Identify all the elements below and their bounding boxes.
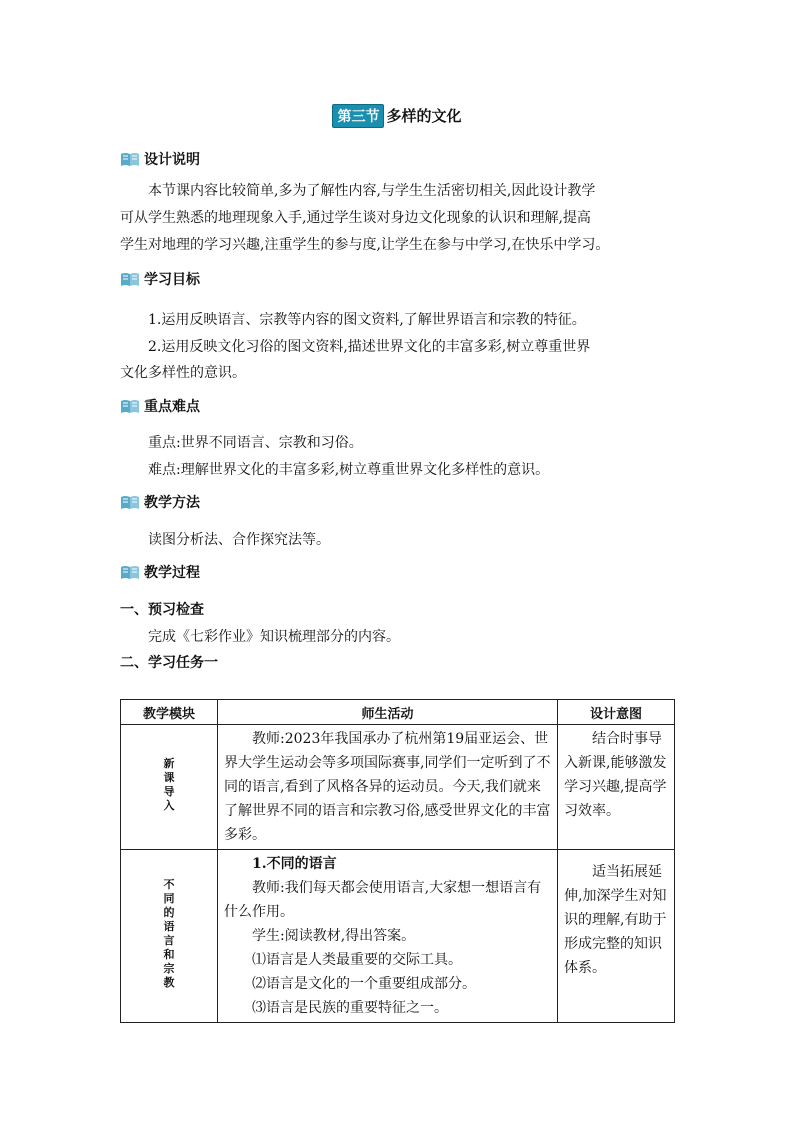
difficulty: 难点:理解世界文化的丰富多彩,树立尊重世界文化多样性的意识。 <box>148 462 550 478</box>
module-cell: 新课导入 <box>121 725 218 850</box>
title-text: 多样的文化 <box>386 107 462 125</box>
section-heading-text: 教学方法 <box>144 495 200 511</box>
section-heading-text: 重点难点 <box>144 399 200 415</box>
module-cell: 不同的语言和宗教 <box>121 850 218 1023</box>
lesson-table <box>120 699 675 1023</box>
table-header: 设计意图 <box>558 700 675 725</box>
table-header: 教学模块 <box>121 700 218 725</box>
section-heading-method <box>120 491 200 513</box>
goal-item-2-line-1: 2.运用反映文化习俗的图文资料,描述世界文化的丰富多彩,树立尊重世界 <box>148 339 591 355</box>
book-icon <box>120 564 140 580</box>
table-row <box>121 725 675 850</box>
key-point: 重点:世界不同语言、宗教和习俗。 <box>148 435 363 451</box>
book-icon <box>120 151 140 167</box>
activity-cell: 1.不同的语言 教师:我们每天都会使用语言,大家想一想语言有什么作用。 学生:阅读教材,得出答案。 ⑴语言是人类最重要的交际工具。 ⑵语言是文化的一个重要组成部分。 ⑶语言是民族的重要特征之一。 <box>218 850 558 1023</box>
section-heading-text: 学习目标 <box>144 272 200 288</box>
section-heading-key <box>120 395 200 417</box>
design-line-1: 本节课内容比较简单,多为了解性内容,与学生生活密切相关,因此设计教学 <box>148 183 596 199</box>
preview-text: 完成《七彩作业》知识梳理部分的内容。 <box>148 629 400 645</box>
design-line-3: 学生对地理的学习兴趣,注重学生的参与度,让学生在参与中学习,在快乐中学习。 <box>120 237 610 253</box>
section-badge: 第三节 <box>332 104 384 128</box>
table-row <box>121 850 675 1023</box>
design-line-2: 可从学生熟悉的地理现象入手,通过学生谈对身边文化现象的认识和理解,提高 <box>120 210 591 226</box>
method-text: 读图分析法、合作探究法等。 <box>148 532 330 548</box>
book-icon <box>120 271 140 287</box>
table-header-row <box>121 700 675 725</box>
section-heading-design <box>120 148 200 170</box>
activity-cell: 教师:2023年我国承办了杭州第19届亚运会、世界大学生运动会等多项国际赛事,同学们一定听到了不同的语言,看到了风格各异的运动员。今天,我们就来了解世界不同的语言和宗教习俗,感受世界文化的丰富多彩。 <box>218 725 558 850</box>
page-title <box>0 104 794 128</box>
section-heading-goals <box>120 268 200 290</box>
goal-item-2-line-2: 文化多样性的意识。 <box>120 365 246 381</box>
goal-item-1: 1.运用反映语言、宗教等内容的图文资料,了解世界语言和宗教的特征。 <box>148 312 586 328</box>
book-icon <box>120 494 140 510</box>
section-heading-text: 设计说明 <box>144 152 200 168</box>
book-icon <box>120 398 140 414</box>
section-heading-text: 教学过程 <box>144 565 200 581</box>
table-header: 师生活动 <box>218 700 558 725</box>
task1-heading: 二、学习任务一 <box>120 655 218 671</box>
preview-heading: 一、预习检查 <box>120 602 204 618</box>
section-heading-process <box>120 561 200 583</box>
intent-cell: 适当拓展延伸,加深学生对知识的理解,有助于形成完整的知识体系。 <box>558 850 675 1023</box>
intent-cell: 结合时事导入新课,能够激发学习兴趣,提高学习效率。 <box>558 725 675 850</box>
